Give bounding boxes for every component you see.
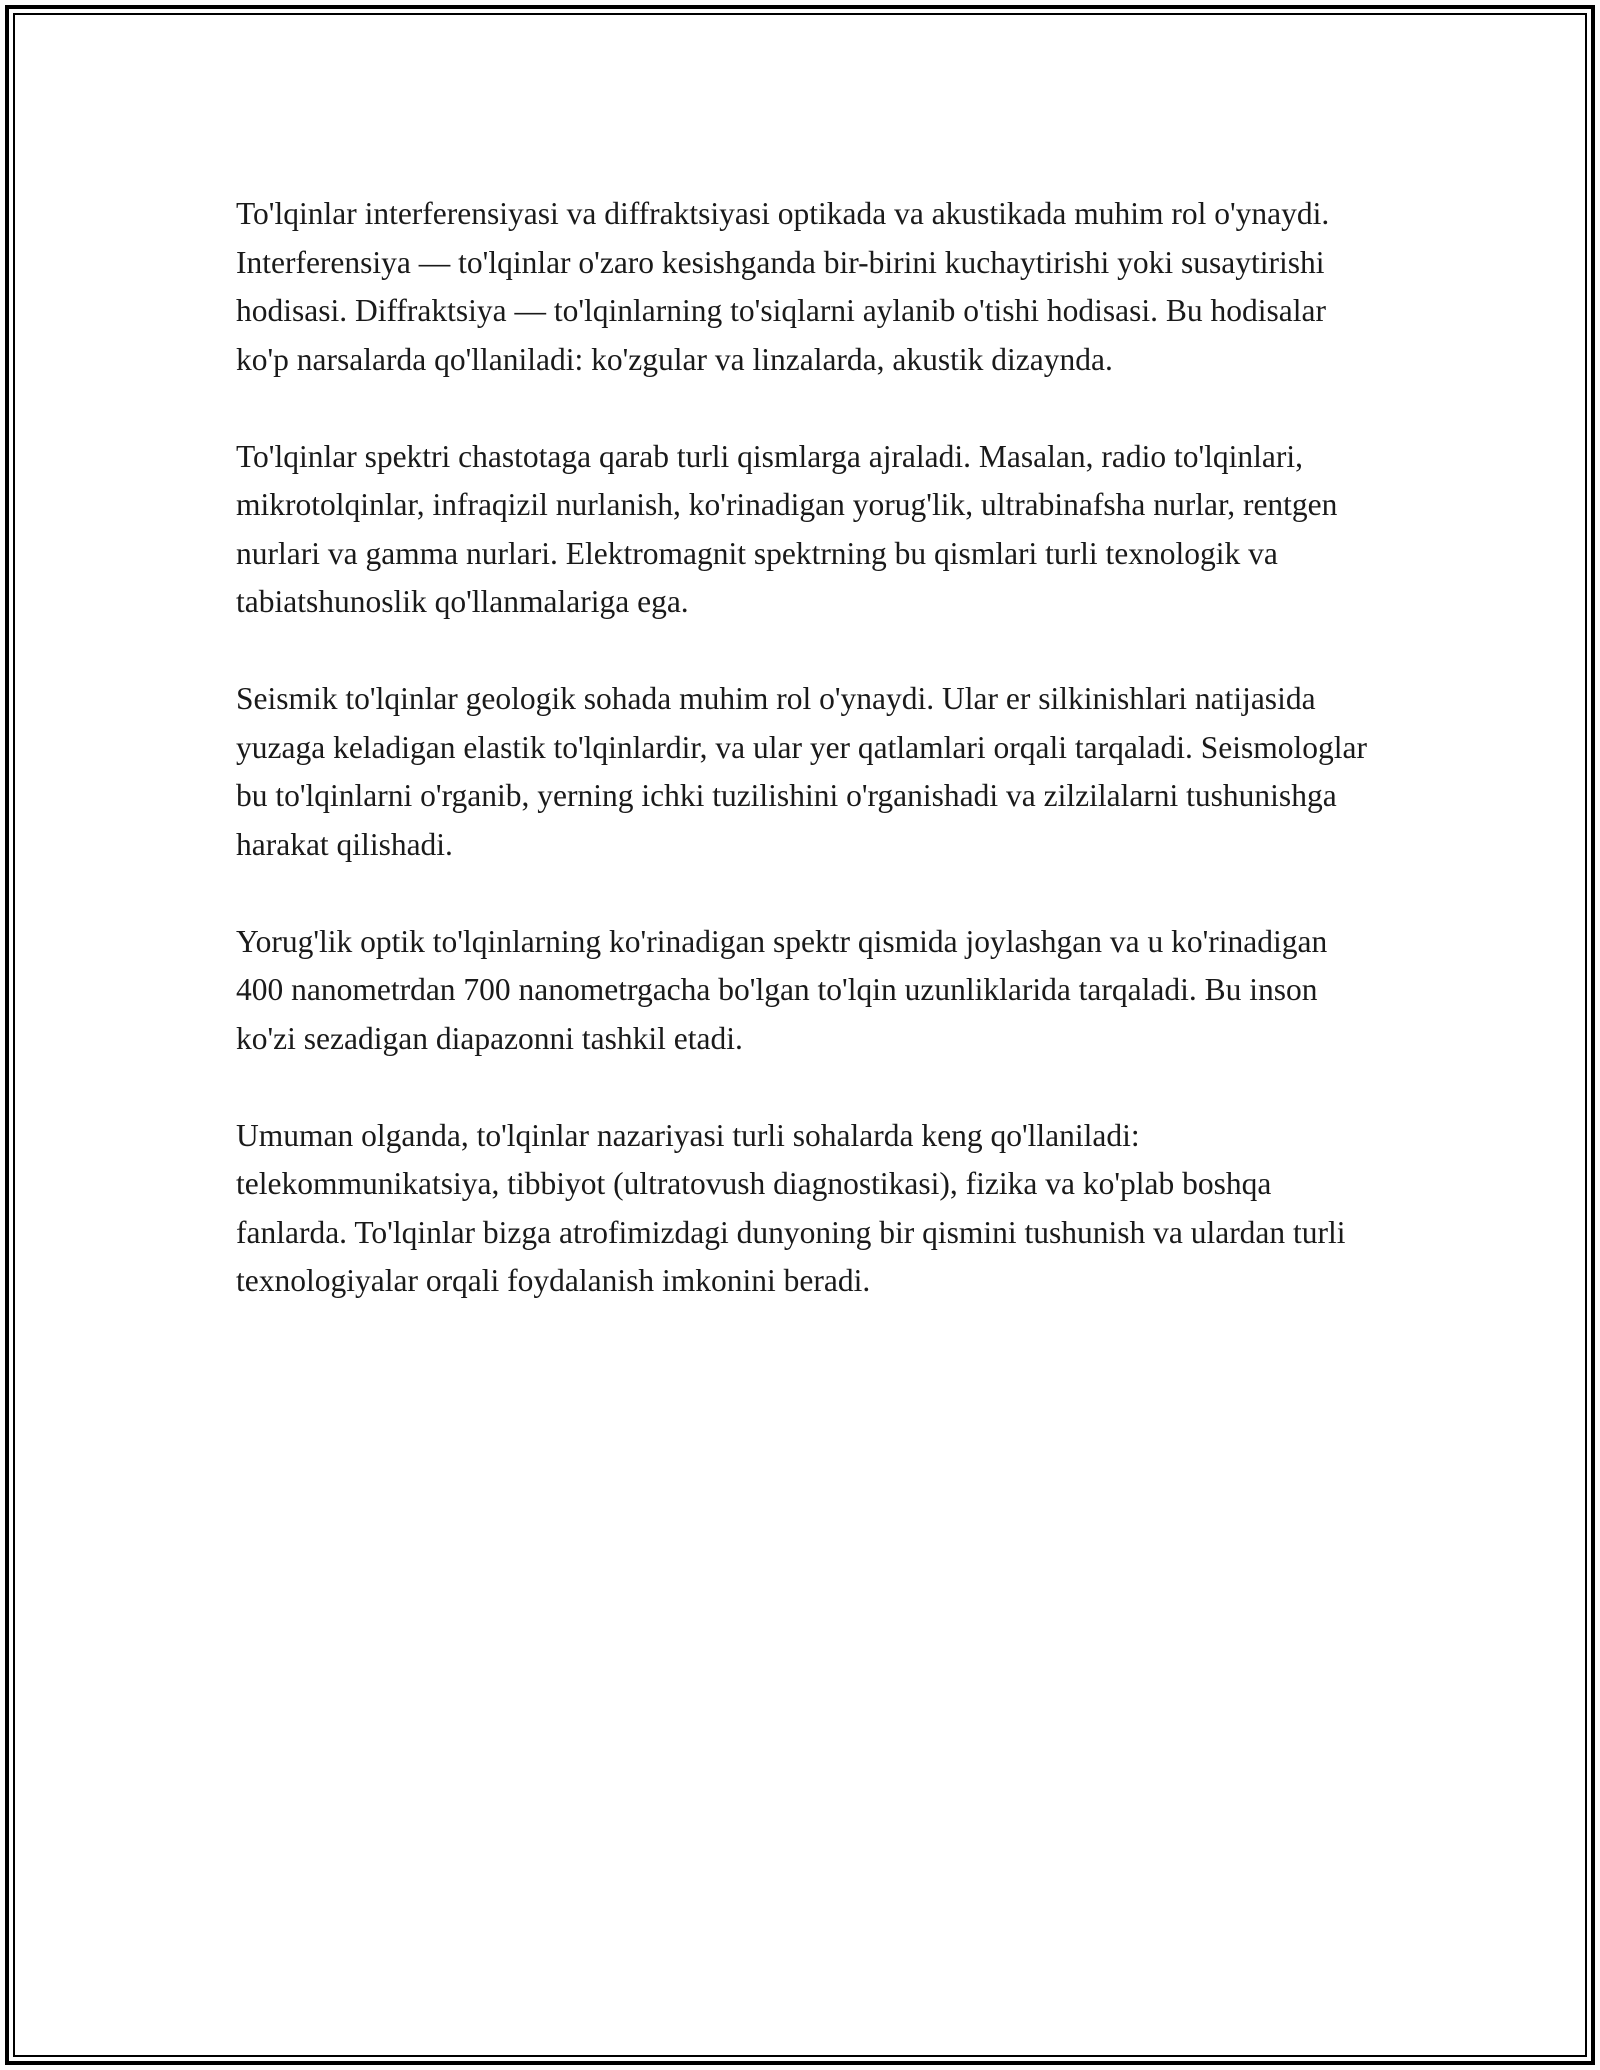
paragraph-interference: To'lqinlar interferensiyasi va diffraktsiyasi optikada va akustikada muhim rol o'ynaydi. Interferensiya — to'lqinlar o'zaro kesishganda bir-birini kuchaytirishi yoki susaytirishi hodisasi. Diffraktsiya — to'lqinlarning to'siqlarni aylanib o'tishi hodisasi. Bu hodisalar ko'p narsalarda qo'llaniladi: ko'zgular va linzalarda, akustik dizaynda. — [236, 196, 1330, 377]
paragraph-summary: Umuman olganda, to'lqinlar nazariyasi turli sohalarda keng qo'llaniladi: telekommunikatsiya, tibbiyot (ultratovush diagnostikasi), fizika va ko'plab boshqa fanlarda. To'lqinlar bizga atrofimizdagi dunyoning bir qismini tushunish va ulardan turli texnologiyalar orqali foydalanish imkonini beradi. — [236, 1117, 1346, 1298]
document-body — [236, 190, 1376, 1354]
paragraph-spectrum: To'lqinlar spektri chastotaga qarab turli qismlarga ajraladi. Masalan, radio to'lqinlari, mikrotolqinlar, infraqizil nurlanish, ko'rinadigan yorug'lik, ultrabinafsha nurlar, rentgen nurlari va gamma nurlari. Elektromagnit spektrning bu qismlari turli texnologik va tabiatshunoslik qo'llanmalariga ega. — [236, 438, 1338, 619]
paragraph-light: Yorug'lik optik to'lqinlarning ko'rinadigan spektr qismida joylashgan va u ko'rinadigan 400 nanometrdan 700 nanometrgacha bo'lgan to'lqin uzunliklarida tarqaladi. Bu inson ko'zi sezadigan diapazonni tashkil etadi. — [236, 923, 1328, 1056]
paragraph-seismic: Seismik to'lqinlar geologik sohada muhim rol o'ynaydi. Ular er silkinishlari natijasida yuzaga keladigan elastik to'lqinlardir, va ular yer qatlamlari orqali tarqaladi. Seismologlar bu to'lqinlarni o'rganib, yerning ichki tuzilishini o'rganishadi va zilzilalarni tushunishga harakat qilishadi. — [236, 681, 1368, 862]
